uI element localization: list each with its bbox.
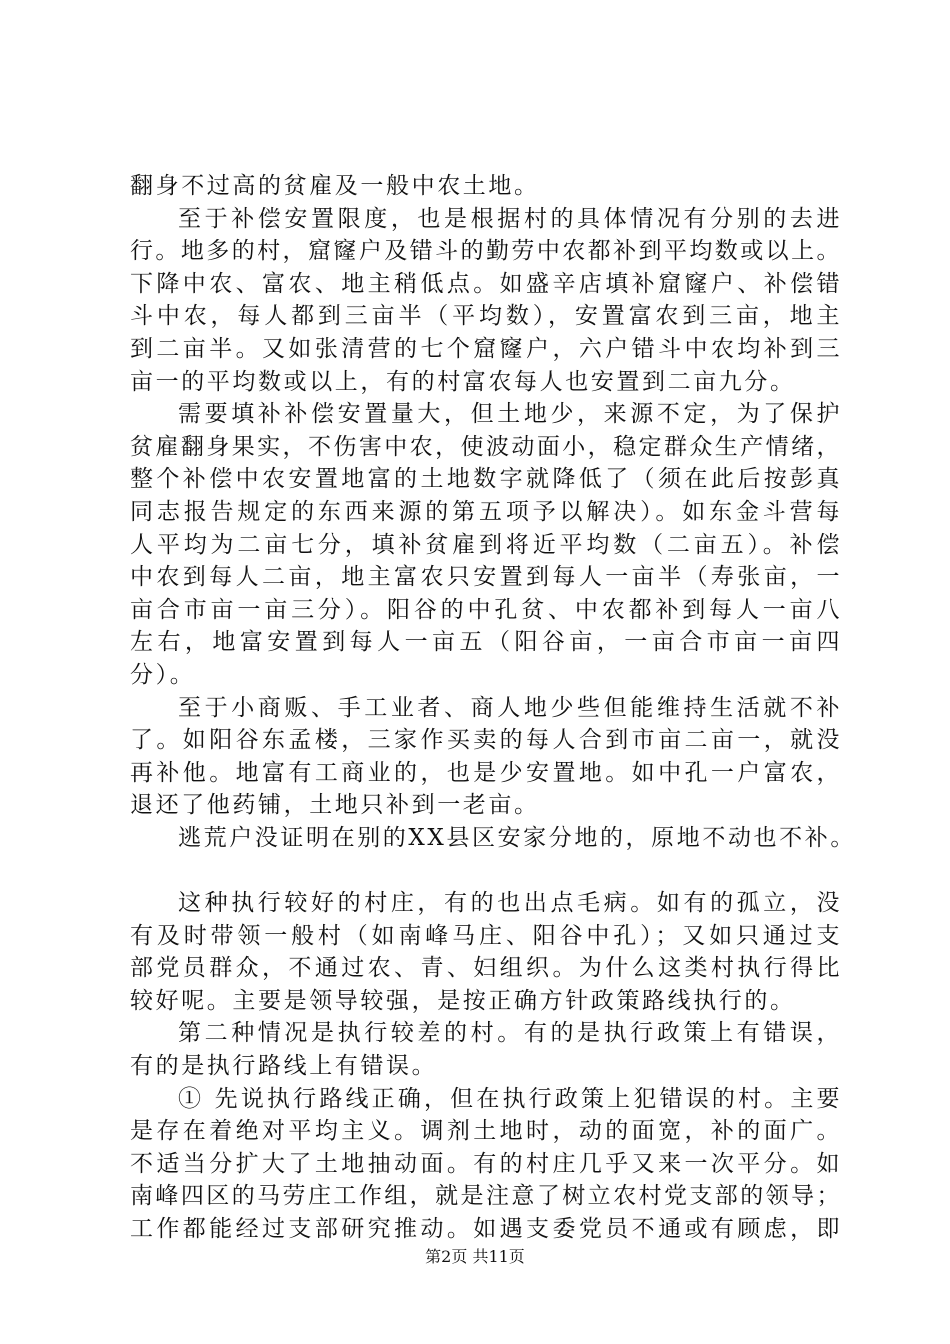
body-text — [130, 170, 856, 1246]
text-line: 中农到每人二亩，地主富农只安置到每人一亩半（寿张亩，一 — [130, 564, 840, 591]
page-footer: 第2页 共11页 — [425, 1247, 525, 1266]
text-line: 这种执行较好的村庄，有的也出点毛病。如有的孤立，没 — [178, 890, 840, 917]
text-line: 南峰四区的马劳庄工作组，就是注意了树立农村党支部的领导； — [130, 1183, 840, 1210]
text-line: 至于小商贩、手工业者、商人地少些但能维持生活就不补 — [178, 694, 840, 721]
text-line: 再补他。地富有工商业的，也是少安置地。如中孔一户富农， — [130, 759, 840, 786]
text-line: 有及时带领一般村（如南峰马庄、阳谷中孔）；又如只通过支 — [130, 922, 840, 949]
text-line: 人平均为二亩七分，填补贫雇到将近平均数（二亩五）。补偿 — [130, 531, 840, 558]
text-line: 行。地多的村，窟窿户及错斗的勤劳中农都补到平均数或以上。 — [130, 238, 840, 265]
text-line: 部党员群众，不通过农、青、妇组织。为什么这类村执行得比 — [130, 955, 840, 982]
text-line: 有的是执行路线上有错误。 — [130, 1053, 438, 1080]
text-line: 翻身不过高的贫雇及一般中农土地。 — [130, 173, 540, 199]
text-line: 亩合市亩一亩三分）。阳谷的中孔贫、中农都补到每人一亩八 — [130, 596, 840, 623]
text-line: 是存在着绝对平均主义。调剂土地时，动的面宽，补的面广。 — [130, 1118, 840, 1145]
text-line: 至于补偿安置限度，也是根据村的具体情况有分别的去进 — [178, 205, 840, 232]
text-line: 左右，地富安置到每人一亩五（阳谷亩，一亩合市亩一亩四 — [130, 629, 840, 656]
text-line: 需要填补补偿安置量大，但土地少，来源不定，为了保护 — [178, 401, 840, 428]
text-line: 贫雇翻身果实，不伤害中农，使波动面小，稳定群众生产情绪， — [130, 433, 840, 460]
text-line: ① 先说执行路线正确，但在执行政策上犯错误的村。主要 — [178, 1085, 840, 1112]
text-line: 同志报告规定的东西来源的第五项予以解决）。如东金斗营每 — [130, 498, 840, 525]
text-line: 第二种情况是执行较差的村。有的是执行政策上有错误， — [178, 1020, 840, 1047]
blank-line — [130, 854, 840, 887]
text-line: 工作都能经过支部研究推动。如遇支委党员不通或有顾虑，即 — [130, 1216, 840, 1242]
text-line: 退还了他药铺，土地只补到一老亩。 — [130, 792, 540, 819]
text-line: 分）。 — [130, 661, 196, 688]
text-line: 亩一的平均数或以上，有的村富农每人也安置到二亩九分。 — [130, 368, 796, 395]
text-line: 不适当分扩大了土地抽动面。有的村庄几乎又来一次平分。如 — [130, 1150, 840, 1177]
text-line: 了。如阳谷东孟楼，三家作买卖的每人合到市亩二亩一，就没 — [130, 727, 840, 754]
text-line: 到二亩半。又如张清营的七个窟窿户，六户错斗中农均补到三 — [130, 335, 840, 362]
text-line: 整个补偿中农安置地富的土地数字就降低了（须在此后按彭真 — [130, 466, 840, 493]
text-line: 较好呢。主要是领导较强，是按正确方针政策路线执行的。 — [130, 987, 796, 1014]
text-line: 下降中农、富农、地主稍低点。如盛辛店填补窟窿户、补偿错 — [130, 270, 840, 297]
text-line: 逃荒户没证明在别的XX县区安家分地的，原地不动也不补。 — [178, 824, 856, 851]
text-line: 斗中农，每人都到三亩半（平均数），安置富农到三亩，地主 — [130, 303, 840, 330]
